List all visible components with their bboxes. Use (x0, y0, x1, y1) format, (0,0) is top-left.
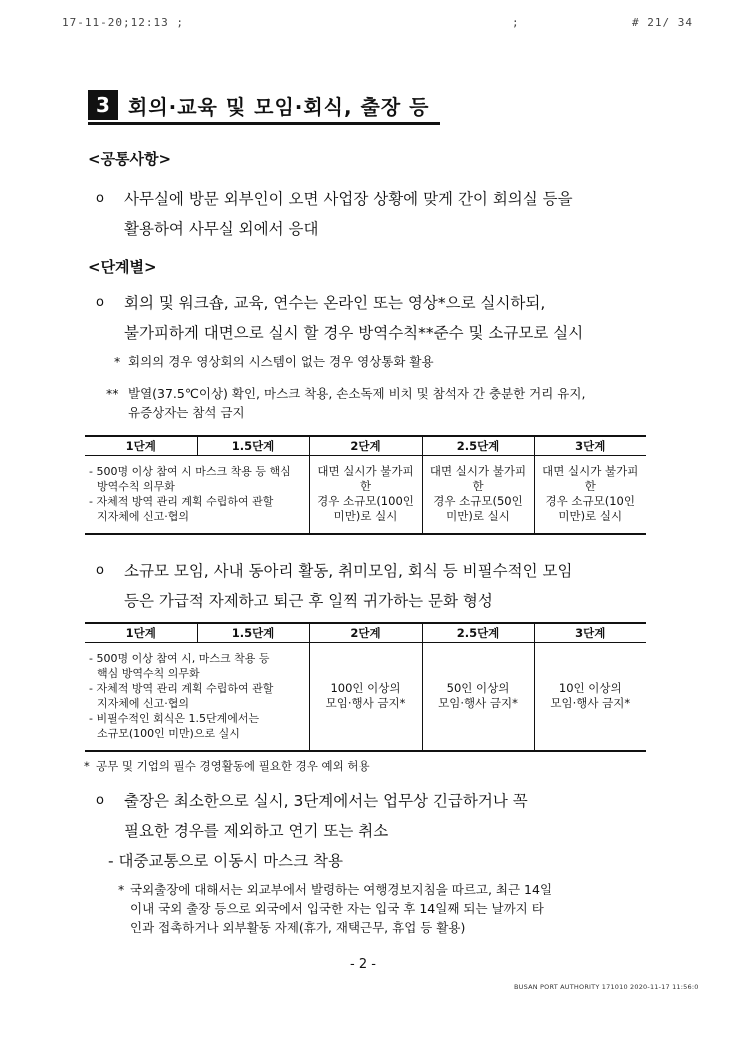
bullet-mark: o (96, 191, 104, 206)
table-header: 2.5단계 (422, 623, 534, 643)
note-mark: * (114, 354, 121, 369)
note-line: 회의의 경우 영상회의 시스템이 없는 경우 영상통화 활용 (128, 354, 434, 369)
bullet-mark: o (96, 295, 104, 310)
cell-line: 핵심 방역수칙 의무화 (97, 667, 200, 681)
table-header: 1단계 (85, 623, 197, 643)
cell-line: 미만)로 실시 (558, 509, 623, 524)
table-row (85, 643, 646, 751)
table-header-row (85, 623, 646, 643)
table-header-row (85, 436, 646, 456)
bullet-line: 등은 가급적 자제하고 퇴근 후 일찍 귀가하는 문화 형성 (124, 592, 493, 610)
table-header: 1.5단계 (197, 436, 309, 456)
note-line: 이내 국외 출장 등으로 외국에서 입국한 자는 입국 후 14일째 되는 날까지 타 (130, 901, 544, 916)
table-header: 2.5단계 (422, 436, 534, 456)
bullet-mark: o (96, 563, 104, 578)
table-header: 2단계 (309, 436, 422, 456)
cell-line: 모임·행사 금지* (325, 696, 406, 711)
cell-line: 미만)로 실시 (446, 509, 510, 524)
cell-line: 방역수칙 의무화 (97, 480, 175, 494)
table-cell-stage2 (309, 643, 422, 751)
cell-line: 대면 실시가 불가피한 (542, 464, 639, 494)
page-number: - 2 - (350, 957, 376, 972)
gathering-stage-table (85, 622, 646, 752)
cell-line: 모임·행사 금지* (550, 696, 631, 711)
note-exception (84, 757, 644, 776)
cell-line: 모임·행사 금지* (438, 696, 518, 711)
bullet-meeting (96, 288, 676, 348)
note-line: 국외출장에 대해서는 외교부에서 발령하는 여행경보지침을 따르고, 최근 14일 (130, 882, 553, 897)
bullet-visitor (96, 184, 676, 244)
table-header: 3단계 (534, 623, 646, 643)
table-header: 2단계 (309, 623, 422, 643)
footer-stamp: BUSAN PORT AUTHORITY 171010 2020-11-17 11:56:0 (514, 983, 699, 991)
table-row (85, 456, 646, 534)
table-header: 3단계 (534, 436, 646, 456)
cell-line: 경우 소규모(10인 (545, 494, 635, 509)
bullet-line: 회의 및 워크숍, 교육, 연수는 온라인 또는 영상*으로 실시하되, (124, 294, 546, 312)
cell-line: 지자체에 신고·협의 (97, 510, 190, 524)
table-cell-stage2_5 (422, 643, 534, 751)
bullet-line: 출장은 최소한으로 실시, 3단계에서는 업무상 긴급하거나 꼭 (124, 792, 528, 810)
fax-header-left: 17-11-20;12:13 ; (62, 16, 184, 29)
cell-line: - 비필수적인 회식은 1.5단계에서는 (89, 712, 260, 726)
cell-line: 100인 이상의 (330, 681, 401, 696)
bullet-line: 소규모 모임, 사내 동아리 활동, 취미모임, 회식 등 비필수적인 모임 (124, 562, 573, 580)
note-line: 인과 접촉하거나 외부활동 자제(휴가, 재택근무, 휴업 등 활용) (130, 920, 466, 935)
fax-header-mid: ; (512, 16, 520, 29)
cell-line: 경우 소규모(100인 (317, 494, 414, 509)
common-heading: <공통사항> (88, 150, 172, 168)
bullet-line: 불가피하게 대면으로 실시 할 경우 방역수칙**준수 및 소규모로 실시 (124, 324, 584, 342)
cell-line: - 500명 이상 참여 시 마스크 착용 등 핵심 (89, 465, 291, 479)
table-cell-stage1-1_5 (85, 456, 309, 534)
stage-heading: <단계별> (88, 258, 157, 276)
sub-item-mask (108, 846, 668, 876)
note-line: 유증상자는 참석 금지 (128, 405, 245, 420)
bullet-line: 활용하여 사무실 외에서 응대 (124, 220, 319, 238)
bullet-line: 사무실에 방문 외부인이 오면 사업장 상황에 맞게 간이 회의실 등을 (124, 190, 573, 208)
cell-line: 소규모(100인 미만)으로 실시 (97, 727, 240, 741)
table-cell-stage3 (534, 456, 646, 534)
note-mark: * (118, 882, 125, 897)
bullet-business-trip (96, 786, 676, 846)
table-cell-stage2 (309, 456, 422, 534)
cell-line: 대면 실시가 불가피한 (429, 464, 527, 494)
fax-page-count: # 21/ 34 (632, 16, 693, 29)
note-quarantine-rules (106, 384, 666, 422)
table-cell-stage3 (534, 643, 646, 751)
table-header: 1단계 (85, 436, 197, 456)
note-video-call (114, 352, 654, 371)
note-mark: ** (106, 386, 119, 401)
table-header: 1.5단계 (197, 623, 309, 643)
section-title: 회의·교육 및 모임·회식, 출장 등 (128, 94, 430, 119)
note-line: 발열(37.5℃이상) 확인, 마스크 착용, 손소독제 비치 및 참석자 간 충분한 거리 유지, (128, 386, 586, 401)
note-mark: * (84, 759, 90, 773)
cell-line: - 500명 이상 참여 시, 마스크 착용 등 (89, 652, 270, 666)
cell-line: 50인 이상의 (446, 681, 510, 696)
note-line: 공무 및 기업의 필수 경영활동에 필요한 경우 예외 허용 (96, 759, 370, 773)
bullet-gatherings (96, 556, 676, 616)
cell-line: 미만)로 실시 (333, 509, 398, 524)
cell-line: 지자체에 신고·협의 (97, 697, 190, 711)
bullet-line: 필요한 경우를 제외하고 연기 또는 취소 (124, 822, 389, 840)
note-overseas-trip (118, 880, 678, 937)
cell-line: - 자체적 방역 관리 계획 수립하여 관할 (89, 682, 274, 696)
section-header (88, 88, 440, 125)
sub-item-text: - 대중교통으로 이동시 마스크 착용 (108, 852, 343, 870)
section-number: 3 (88, 90, 118, 120)
table-cell-stage2_5 (422, 456, 534, 534)
cell-line: - 자체적 방역 관리 계획 수립하여 관할 (89, 495, 274, 509)
meeting-stage-table (85, 435, 646, 535)
cell-line: 대면 실시가 불가피한 (317, 464, 414, 494)
table-cell-stage1-1_5 (85, 643, 309, 751)
cell-line: 경우 소규모(50인 (433, 494, 523, 509)
cell-line: 10인 이상의 (558, 681, 622, 696)
bullet-mark: o (96, 793, 104, 808)
